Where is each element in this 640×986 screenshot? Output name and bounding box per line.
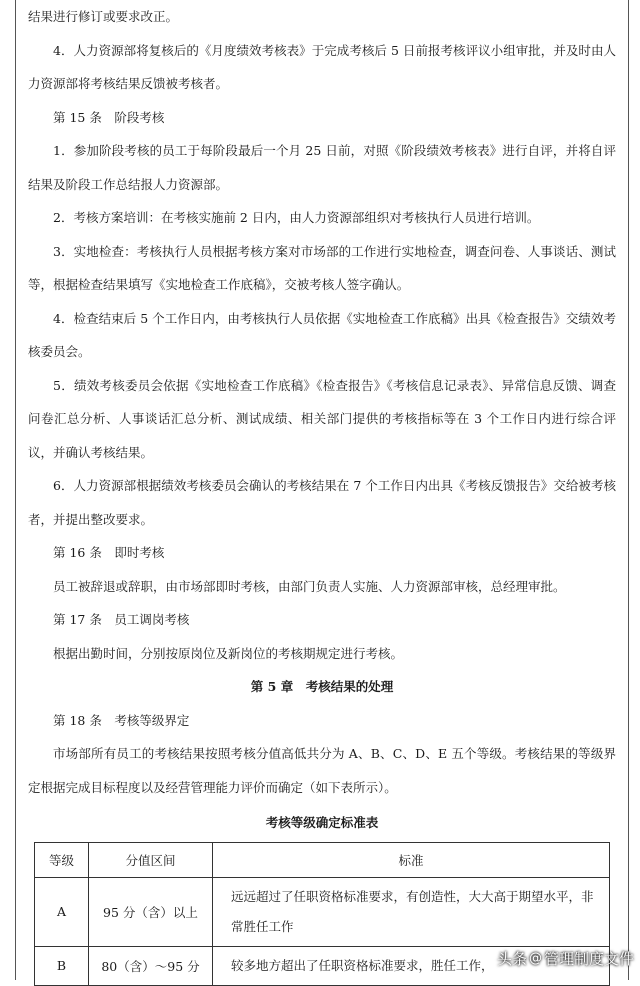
cell-score-range: 80（含）～95 分 [89, 946, 213, 985]
header-score-range: 分值区间 [89, 842, 213, 877]
paragraph: 5．绩效考核委员会依据《实地检查工作底稿》《检查报告》《考核信息记录表》、异常信息反馈、调查问卷汇总分析、人事谈话汇总分析、测试成绩、相关部门提供的考核指标等在 3 个工作日内进行综合评议，并确认考核结果。 [28, 377, 616, 460]
cell-grade: B [35, 946, 89, 985]
at-icon: @ [528, 950, 542, 966]
paragraph: 市场部所有员工的考核结果按照考核分值高低共分为 A、B、C、D、E 五个等级。考核结果的等级界定根据完成目标程度以及经营管理能力评价而确定（如下表所示）。 [28, 746, 616, 795]
watermark-prefix: 头条 [496, 949, 527, 968]
paragraph: 6．人力资源部根据绩效考核委员会确认的考核结果在 7 个工作日内出具《考核反馈报告》交给被考核者，并提出整改要求。 [28, 478, 616, 527]
watermark-account: 管理制度文件 [543, 949, 634, 968]
paragraph: 员工被辞退或辞职，由市场部即时考核，由部门负责人实施、人力资源部审核，总经理审批。 [53, 578, 566, 594]
watermark [497, 946, 634, 970]
paragraph: 1．参加阶段考核的员工于每阶段最后一个月 25 日前，对照《阶段绩效考核表》进行自评，并将自评结果及阶段工作总结报人力资源部。 [28, 143, 616, 192]
paragraph-continuation: 结果进行修订或要求改正。 [28, 9, 179, 24]
cell-grade: A [35, 877, 89, 946]
article-heading: 第 15 条 阶段考核 [53, 109, 165, 125]
document-page [15, 0, 629, 980]
table-header-row [35, 842, 610, 877]
document-body [16, 0, 628, 986]
article-heading: 第 16 条 即时考核 [53, 545, 165, 560]
article-heading: 第 17 条 员工调岗考核 [53, 612, 190, 627]
chapter-heading: 第 5 章 考核结果的处理 [250, 679, 394, 694]
header-standard: 标准 [213, 842, 610, 877]
cell-standard: 远远超过了任职资格标准要求，有创造性，大大高于期望水平，非常胜任工作 [213, 877, 610, 946]
table-row [35, 877, 610, 946]
header-grade: 等级 [35, 842, 89, 877]
paragraph: 根据出勤时间，分别按原岗位及新岗位的考核期规定进行考核。 [53, 645, 404, 661]
table-title: 考核等级确定标准表 [265, 815, 379, 830]
paragraph: 4．检查结束后 5 个工作日内，由考核执行人员依据《实地检查工作底稿》出具《检查报告》交绩效考核委员会。 [28, 310, 616, 359]
paragraph: 4．人力资源部将复核后的《月度绩效考核表》于完成考核后 5 日前报考核评议小组审批，并及时由人力资源部将考核结果反馈被考核者。 [28, 42, 616, 91]
cell-score-range: 95 分（含）以上 [89, 877, 213, 946]
cell-standard: 较多地方超出了任职资格标准要求，胜任工作， [213, 946, 610, 985]
article-heading: 第 18 条 考核等级界定 [53, 712, 190, 728]
paragraph: 3．实地检查：考核执行人员根据考核方案对市场部的工作进行实地检查，调查问卷、人事谈话、测试等，根据检查结果填写《实地检查工作底稿》，交被考核人签字确认。 [28, 243, 616, 292]
paragraph: 2．考核方案培训：在考核实施前 2 日内，由人力资源部组织对考核执行人员进行培训。 [53, 210, 540, 225]
